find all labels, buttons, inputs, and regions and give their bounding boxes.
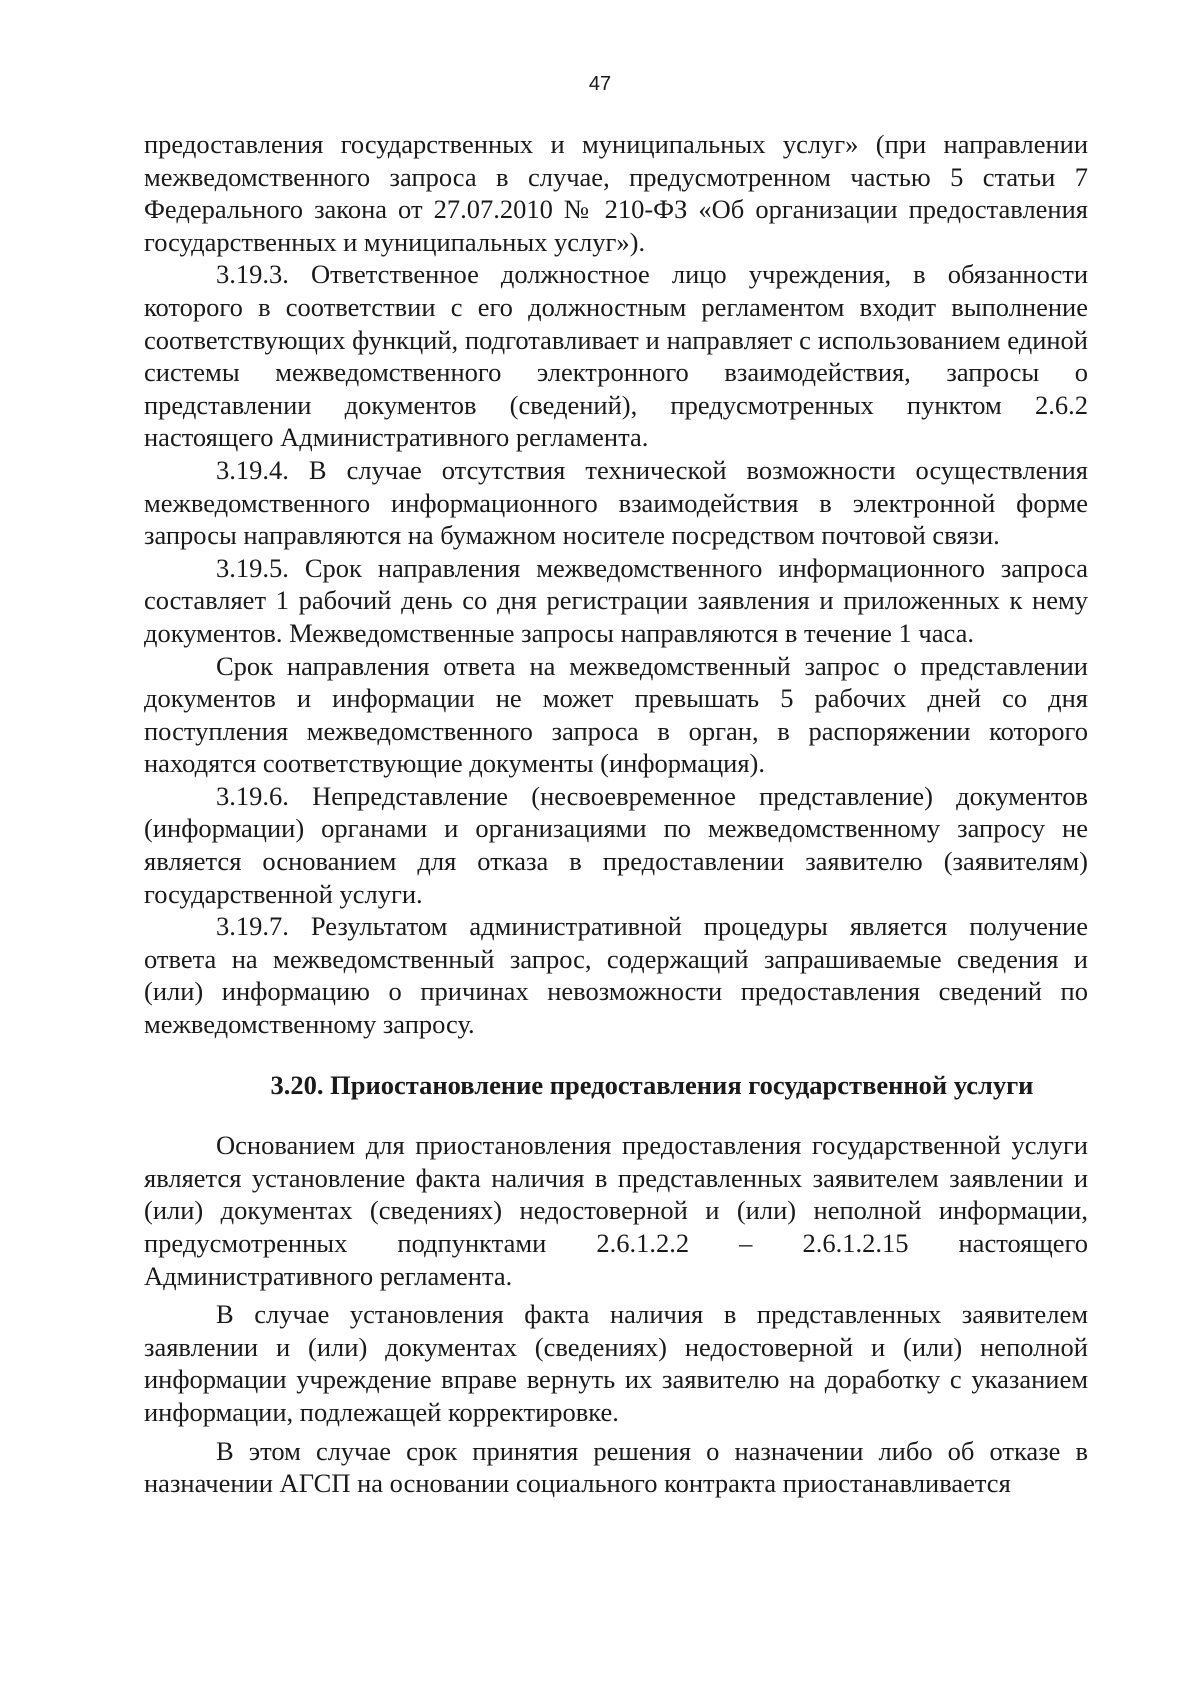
paragraph-3-19-3: 3.19.3. Ответственное должностное лицо учреждения, в обязанности которого в соответствии с его должностным регламентом входит выполнение соответствующих функций, подготавливает и направляет с использованием единой системы межведомственного электронного взаимодействия, запросы о представлении документов (сведений), предусмотренных пунктом 2.6.2 настоящего Административного регламента. <box>144 259 1088 453</box>
page-number: 47 <box>588 73 612 95</box>
section-heading-3-20: 3.20. Приостановление предоставления государственной услуги <box>270 1069 1034 1100</box>
paragraph-3-19-5: 3.19.5. Срок направления межведомственного информационного запроса составляет 1 рабочий день со дня регистрации заявления и приложенных к нему документов. Межведомственные запросы направляются в течение 1 часа. <box>144 552 1088 648</box>
paragraph-suspension-grounds: Основанием для приостановления предоставления государственной услуги является установление факта наличия в представленных заявителем заявлении и (или) документах (сведениях) недостоверной и (или) неполной информации, предусмотренных подпунктами 2.6.1.2.2 – 2.6.1.2.15 настоящего Административного регламента. <box>144 1130 1088 1291</box>
paragraph-continuation: предоставления государственных и муниципальных услуг» (при направлении межведомственного запроса в случае, предусмотренном частью 5 статьи 7 Федерального закона от 27.07.2010 № 210-ФЗ «Об организации предоставления государственных и муниципальных услуг»). <box>144 129 1088 257</box>
paragraph-return-for-revision: В случае установления факта наличия в представленных заявителем заявлении и (или) документах (сведениях) недостоверной и (или) неполной информации учреждение вправе вернуть их заявителю на доработку с указанием информации, подлежащей корректировке. <box>144 1299 1088 1427</box>
paragraph-3-19-6: 3.19.6. Непредставление (несвоевременное представление) документов (информации) органами и организациями по межведомственному запросу не является основанием для отказа в предоставлении заявителю (заявителям) государственной услуги. <box>144 780 1088 909</box>
document-body <box>144 128 1088 1500</box>
paragraph-3-19-7: 3.19.7. Результатом административной процедуры является получение ответа на межведомственный запрос, содержащий запрашиваемые сведения и (или) информацию о причинах невозможности предоставления сведений по межведомственному запросу. <box>144 911 1088 1040</box>
paragraph-3-19-4: 3.19.4. В случае отсутствия технической возможности осуществления межведомственного информационного взаимодействия в электронной форме запросы направляются на бумажном носителе посредством почтовой связи. <box>144 454 1088 551</box>
paragraph-decision-suspended: В этом случае срок принятия решения о назначении либо об отказе в назначении АГСП на основании социального контракта приостанавливается <box>144 1435 1088 1499</box>
paragraph-response-deadline: Срок направления ответа на межведомственный запрос о представлении документов и информации не может превышать 5 рабочих дней со дня поступления межведомственного запроса в орган, в распоряжении которого находятся соответствующие документы (информация). <box>144 650 1088 779</box>
